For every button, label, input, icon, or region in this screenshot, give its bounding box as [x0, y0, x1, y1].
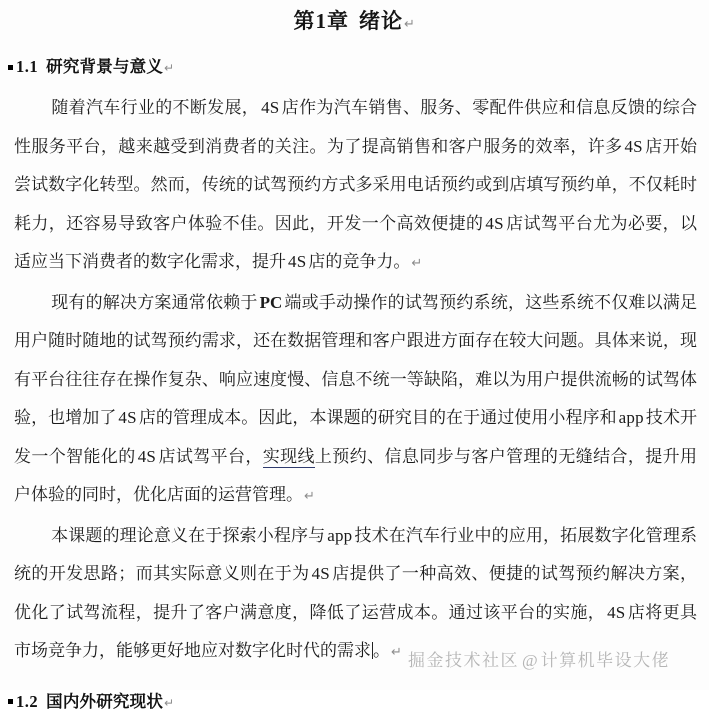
latin-run: 4S [485, 213, 504, 233]
latin-run: app [618, 408, 644, 427]
heading-1-1-text [16, 54, 174, 81]
spacer-title-heading [0, 40, 709, 54]
body-text-block [0, 89, 709, 673]
heading-1-2-text [16, 689, 174, 716]
chapter-title [0, 0, 709, 40]
collapse-square-bullet-icon[interactable] [5, 689, 16, 715]
chapter-title-name: 绪论 [359, 9, 404, 33]
text-run: 上预约、信息同步与客户管理的无缝结合，提升用户体验的同时，优化店面的运营管理。 [14, 446, 698, 504]
paragraph-return-mark: ↵ [304, 489, 315, 504]
paragraph-1[interactable] [14, 89, 697, 284]
watermark-author: 计算机毕设大佬 [540, 651, 671, 670]
latin-run: 4S [607, 602, 626, 622]
collapse-square-bullet-icon[interactable] [5, 54, 16, 80]
heading-1-1-label: 研究背景与意义 [46, 57, 164, 76]
text-run: 。 [373, 641, 390, 660]
heading-return-mark: ↵ [164, 61, 175, 75]
text-run: 店将更具市场竞争力，能够更好地应对数字化时代的需求 [14, 602, 698, 660]
heading-1-2-label: 国内外研究现状 [46, 691, 164, 711]
watermark-site: 掘金技术社区 [408, 651, 519, 670]
text-run: 店试驾平台尤为必要，以适应当下消费者的数字化需求，提升 [14, 213, 698, 271]
latin-run: 4S [624, 136, 643, 156]
heading-1-1-number: 1.1 [16, 57, 39, 76]
paragraph-return-mark: ↵ [404, 17, 416, 32]
spacer-body-heading2 [0, 673, 709, 689]
text-run: 店的竞争力。 [308, 252, 411, 271]
latin-run: 4S [137, 446, 157, 466]
text-run: 店提供了一种高效、便捷的试驾预约解决方案，优化了试驾流程，提升了客户满意度，降低了运营成本。通过该平台的实施， [14, 564, 698, 622]
watermark-at-symbol: @ [522, 651, 538, 670]
text-run: 店作为汽车销售、服务、零配件供应和信息反馈的综合性服务平台，越来越受到消费者的关注。为了提高销售和客户服务的效率，许多 [14, 98, 698, 156]
heading-return-mark: ↵ [164, 695, 175, 710]
text-run: 技术在汽车行业中的应用，拓展数字化管理系统的开发思路；而其实际意义则在于为 [14, 525, 698, 583]
heading-1-2[interactable] [0, 689, 709, 716]
text-run: 技术开发一个智能化的 [14, 408, 698, 466]
text-run: 现有的解决方案通常依赖于 [51, 292, 258, 312]
text-run: 本课题的理论意义在于探索小程序与 [51, 525, 326, 545]
watermark [408, 646, 670, 671]
text-run: 店试驾平台， [158, 446, 263, 466]
grammar-underlined-text[interactable]: 实现线 [262, 446, 315, 466]
latin-run: 4S [118, 408, 137, 427]
paragraph-return-mark: ↵ [391, 645, 402, 660]
text-run: 端或手动操作的试驾预约系统，这些系统不仅难以满足用户随时随地的试驾预约需求，还在数据管理和客户跟进方面存在较大问题。具体来说，现有平台往往存在操作复杂、响应速度慢、信息不统一等缺陷，难以为用户提供流畅的试驾体验，也增加了 [14, 292, 698, 427]
latin-run: app [327, 525, 353, 545]
chapter-title-number: 第1章 [293, 9, 350, 33]
latin-run: 4S [288, 252, 307, 271]
paragraph-2[interactable] [14, 284, 697, 517]
heading-1-2-number: 1.2 [16, 691, 39, 711]
latin-run-bold: PC [259, 292, 283, 312]
heading-1-1[interactable] [0, 54, 709, 81]
paragraph-return-mark: ↵ [411, 256, 423, 271]
text-run: 店的管理成本。因此，本课题的研究目的在于通过使用小程序和 [138, 408, 617, 427]
latin-run: 4S [261, 98, 280, 117]
spacer-heading-body [0, 81, 709, 89]
text-run: 随着汽车行业的不断发展， [51, 98, 260, 117]
latin-run: 4S [311, 564, 330, 583]
text-run: 店开始尝试数字化转型。然而，传统的试驾预约方式多采用电话预约或到店填写预约单，不仅耗时耗力，还容易导致客户体验不佳。因此，开发一个高效便捷的 [14, 136, 697, 233]
